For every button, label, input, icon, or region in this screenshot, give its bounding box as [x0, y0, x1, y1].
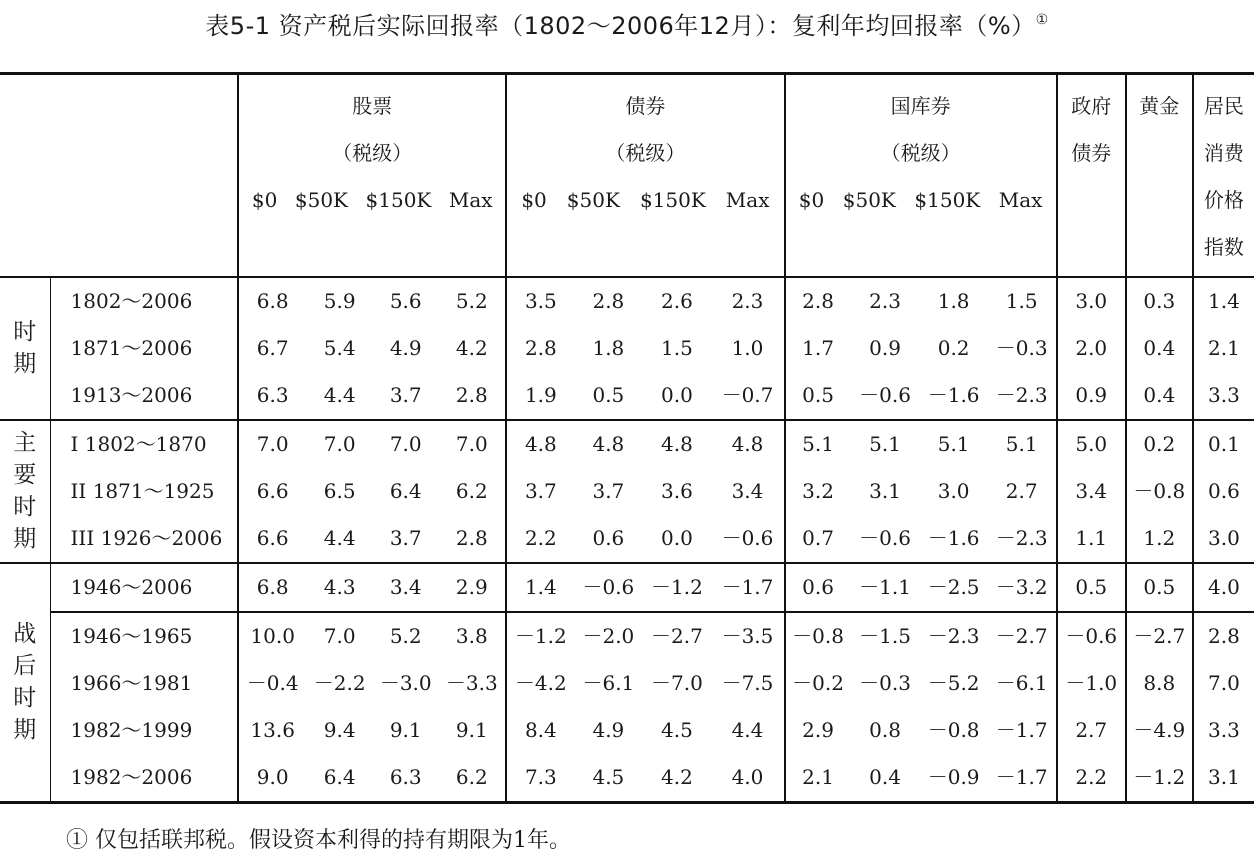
row-label: 1946～2006: [50, 563, 238, 612]
cpi-line2: 消费: [1203, 141, 1244, 165]
bonds-tier: Max: [725, 188, 770, 212]
row-label: III 1926～2006: [70, 525, 223, 550]
gov-line1: 政府: [1071, 94, 1112, 118]
tbills-sub: （税级）: [880, 141, 961, 165]
tbills-tier: $0: [798, 188, 825, 212]
table-row: 1946～1965 10.0 7.0 5.2 3.8 －1.2 －2.0 －2.7 －3.5 －0.8 －1.5 －2.3 －2.7 －0.6 －2.7 2.8: [0, 612, 1254, 660]
header-corner: [0, 74, 238, 277]
row-label: II 1871～1925: [70, 478, 215, 503]
header-gov-bonds: [1057, 74, 1126, 277]
table-row: 1982～2006 9.0 6.4 6.3 6.2 7.3 4.5 4.2 4.0 2.1 0.4 －0.9 －1.7 2.2 －1.2 3.1: [0, 754, 1254, 803]
tbills-tier: $50K: [842, 188, 896, 212]
table-row: 战 后 时 期 1946～2006 6.8 4.3 3.4 2.9 1.4 －0.6 －1.2 －1.7 0.6 －1.1 －2.5 －3.2 0.5 0.5 4.0: [0, 563, 1254, 612]
header-gold: [1126, 74, 1193, 277]
stocks-tier: $150K: [365, 188, 432, 212]
group-postwar: 战 后 时 期: [0, 563, 50, 803]
bonds-sub: （税级）: [605, 141, 686, 165]
row-label: 1913～2006: [70, 382, 193, 407]
returns-table: [0, 72, 1254, 804]
group-major: 主 要 时 期: [0, 420, 50, 563]
table-title: [0, 0, 1254, 40]
header-cpi: [1193, 74, 1254, 277]
row-label: 1946～1965: [50, 612, 238, 660]
table-row: 1871～2006 6.7 5.4 4.9 4.2 2.8 1.8 1.5 1.0 1.7 0.9 0.2 －0.3 2.0 0.4 2.1: [0, 325, 1254, 372]
cpi-line4: 指数: [1203, 235, 1244, 259]
table-row: 主 要 时 期 I 1802～1870 7.0 7.0 7.0 7.0 4.8 4.8 4.8 4.8 5.1 5.1 5.1 5.1 5.0 0.2 0.1: [0, 420, 1254, 468]
table-row: 1913～2006 6.3 4.4 3.7 2.8 1.9 0.5 0.0 －0.7 0.5 －0.6 －1.6 －2.3 0.9 0.4 3.3: [0, 372, 1254, 420]
row-label: 1982～2006: [70, 764, 193, 789]
row-label: 1871～2006: [70, 335, 193, 360]
header-stocks: [238, 74, 506, 277]
table-row: 1982～1999 13.6 9.4 9.1 9.1 8.4 4.9 4.5 4.4 2.9 0.8 －0.8 －1.7 2.7 －4.9 3.3: [0, 707, 1254, 754]
gold-line1: 黄金: [1139, 94, 1180, 118]
header-row: [0, 74, 1254, 277]
title-note-mark: ①: [1035, 12, 1049, 28]
tbills-tier: Max: [998, 188, 1043, 212]
footnote: ① 仅包括联邦税。假设资本利得的持有期限为1年。: [66, 828, 571, 853]
tbills-tier: $150K: [914, 188, 981, 212]
stocks-tier: $0: [251, 188, 278, 212]
header-bonds: [506, 74, 784, 277]
row-label: 1802～2006: [70, 288, 193, 313]
row-label: 1966～1981: [70, 670, 193, 695]
title-text: 表5-1 资产税后实际回报率（1802～2006年12月）：复利年均回报率（%）: [205, 12, 1036, 40]
header-tbills: [785, 74, 1057, 277]
row-label: 1982～1999: [70, 717, 193, 742]
table-row: 1966～1981 －0.4 －2.2 －3.0 －3.3 －4.2 －6.1 －7.0 －7.5 －0.2 －0.3 －5.2 －6.1 －1.0 8.8 7.0: [0, 660, 1254, 707]
row-label: I 1802～1870: [50, 420, 238, 468]
cpi-line3: 价格: [1203, 188, 1244, 212]
bonds-tier: $0: [521, 188, 547, 212]
cpi-line1: 居民: [1203, 94, 1244, 118]
bonds-name: 债券: [625, 94, 666, 118]
stocks-tier: $50K: [294, 188, 348, 212]
table-row: III 1926～2006 6.6 4.4 3.7 2.8 2.2 0.6 0.0 －0.6 0.7 －0.6 －1.6 －2.3 1.1 1.2 3.0: [0, 515, 1254, 563]
table-row: II 1871～1925 6.6 6.5 6.4 6.2 3.7 3.7 3.6 3.4 3.2 3.1 3.0 2.7 3.4 －0.8 0.6: [0, 468, 1254, 515]
table-row: 时 期 1802～2006 6.8 5.9 5.6 5.2 3.5 2.8 2.6 2.3 2.8 2.3 1.8 1.5 3.0 0.3 1.4: [0, 277, 1254, 325]
bonds-tier: $150K: [639, 188, 706, 212]
gov-line2: 债券: [1071, 141, 1112, 165]
bonds-tier: $50K: [566, 188, 620, 212]
stocks-name: 股票: [352, 94, 393, 118]
stocks-sub: （税级）: [332, 141, 413, 165]
group-periods: 时 期: [0, 277, 50, 420]
tbills-name: 国库券: [890, 94, 951, 118]
stocks-tier: Max: [448, 188, 493, 212]
